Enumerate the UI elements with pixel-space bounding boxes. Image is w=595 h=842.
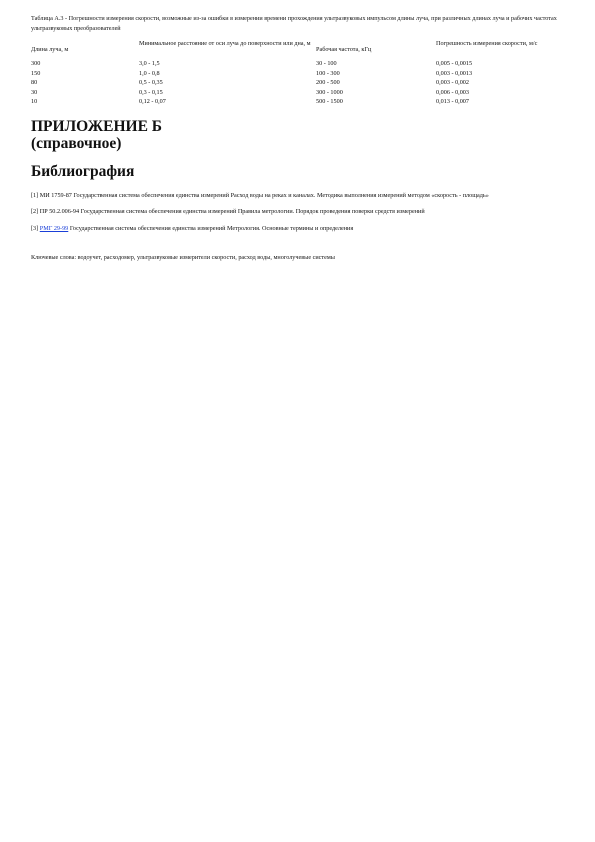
table-caption: Таблица А.3 - Погрешности измерения скорости, возможные из-за ошибки в измерении времени прохождения ультразвуковых импульсом длины луча, при различных длинах луча и рабочих частотах ультразвуковых преобразователей (31, 15, 557, 32)
table-cell: 0,006 - 0,003 (436, 88, 469, 96)
table-cell: 10 (31, 98, 38, 106)
table-cell: 150 (31, 69, 41, 77)
table-header-cell: Длина луча, м (31, 46, 69, 53)
table-cell: 0,013 - 0,007 (436, 98, 469, 106)
table-header-row (31, 40, 561, 59)
table-cell: 30 - 100 (316, 60, 337, 67)
rmg-29-99-link[interactable]: РМГ 29-99 (39, 224, 69, 232)
table-cell: 30 (31, 88, 38, 96)
bibliography-entry: [2] ПР 50.2.006-94 Государственная система обеспечения единства измерений Правила метрологии. Порядок проведения поверки средств измерений (31, 208, 425, 216)
bibliography-entry-text: Государственная система обеспечения единства измерений Метрология. Основные термины и определения (68, 224, 354, 232)
bibliography-entry (31, 224, 561, 233)
table-cell: 200 - 500 (316, 79, 340, 87)
bibliography-heading: Библиография (31, 162, 135, 180)
keywords: Ключевые слова: водоучет, расходомер, ультразвуковые измерители скорости, расход воды, многолучевые системы (31, 254, 335, 262)
table-cell: 300 - 1000 (316, 88, 343, 96)
table-header-cell: Минимальное расстояние от оси луча до поверхности или дна, м (139, 40, 311, 47)
table-cell: 3,0 - 1,5 (139, 60, 160, 67)
table-cell: 0,3 - 0,15 (139, 88, 163, 96)
table-cell: 500 - 1500 (316, 98, 343, 106)
table-cell: 300 (31, 60, 41, 67)
appendix-subtitle: (справочное) (31, 134, 122, 152)
table-row (31, 97, 561, 107)
table-cell: 1,0 - 0,8 (139, 69, 160, 77)
bibliography-entry-number: [3] (31, 224, 40, 232)
bibliography-entry: [1] МИ 1759-87 Государственная система обеспечения единства измерений Расход воды на реках и каналах. Методика выполнения измерений методом «скорость - площадь» (31, 191, 489, 199)
table-row (31, 78, 561, 88)
data-table (31, 40, 561, 107)
table-cell: 0,003 - 0,002 (436, 79, 469, 87)
appendix-heading (31, 118, 561, 152)
table-row (31, 88, 561, 98)
table-row (31, 69, 561, 79)
table-cell: 80 (31, 79, 38, 87)
table-cell: 100 - 300 (316, 69, 340, 77)
table-header-cell: Погрешность измерения скорости, м/с (436, 40, 538, 47)
table-row (31, 59, 561, 69)
table-cell: 0,12 - 0,07 (139, 98, 166, 106)
table-cell: 0,003 - 0,0013 (436, 69, 473, 77)
table-cell: 0,005 - 0,0015 (436, 60, 473, 67)
table-header-cell: Рабочая частота, кГц (316, 46, 372, 53)
table-cell: 0,5 - 0,35 (139, 79, 163, 87)
document-page (31, 14, 561, 262)
appendix-title: ПРИЛОЖЕНИЕ Б (31, 117, 163, 135)
